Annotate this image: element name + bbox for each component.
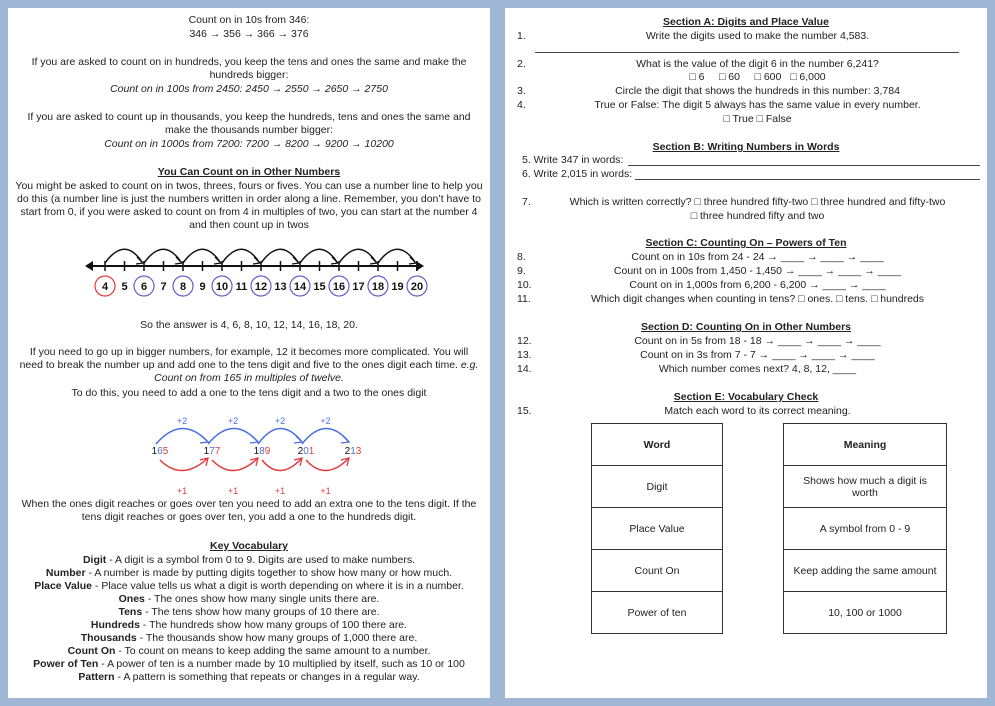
q1-text: Write the digits used to make the number 4,583. [645,30,870,42]
q3-text: Circle the digit that shows the hundreds in this number: 3,784 [615,85,900,97]
jump-arc [183,249,220,263]
q14-number: 14. [517,363,532,375]
number-line-label: 16 [332,281,346,293]
plus-one-label: +1 [274,486,286,494]
vocab-item [8,580,490,593]
q5-text: 5. Write 347 in words: [522,154,624,166]
right-page [505,8,987,698]
bigger-numbers-paragraph [18,346,480,385]
word-cell[interactable]: Count On [592,550,723,592]
number-line-label: 12 [254,281,268,293]
number-line-label: 19 [391,281,404,293]
number-line-label: 14 [293,281,307,293]
hundreds-paragraph: If you are asked to count on in hundreds, you keep the tens and ones the same and make the hundreds bigger: [31,56,467,81]
q15-text: Match each word to its correct meaning. [664,405,851,417]
vocab-term: Thousands [80,632,137,644]
q8-text: Count on in 10s from 24 - 24 → ____ → ____ → ____ [631,251,884,263]
number-line-label: 8 [179,281,187,293]
vocab-item [8,619,490,632]
vocab-definition: - To count on means to keep adding the same amount to a number. [115,645,431,657]
q4-options[interactable]: □ True □ False [723,113,792,125]
other-numbers-heading: You Can Count on in Other Numbers [157,166,341,178]
word-cell[interactable]: Place Value [592,508,723,550]
vocab-item [8,671,490,684]
q7-number: 7. [522,196,531,208]
number-line-label: 9 [199,281,206,293]
number-line-label: 15 [313,281,326,293]
section-b-heading: Section B: Writing Numbers in Words [652,141,840,153]
vocab-item [8,567,490,580]
vocab-item [8,645,490,658]
number-line-label: 11 [235,281,248,293]
q2-options[interactable]: □ 6 □ 60 □ 600 □ 6,000 [689,71,826,83]
thousands-sequence: Count on in 1000s from 7200: 7200 → 8200 → 9200 → 10200 [104,138,394,150]
q2-text: What is the value of the digit 6 in the number 6,241? [636,58,879,70]
hundreds-sequence: Count on in 100s from 2450: 2450 → 2550 → 2650 → 2750 [110,83,388,95]
q5-answer-line[interactable] [628,165,980,166]
answer-text: So the answer is 4, 6, 8, 10, 12, 14, 16, 18, 20. [140,319,358,331]
bigger-numbers-instruction: To do this, you need to add a one to the tens digit and a two to the ones digit [71,387,427,399]
q10-number: 10. [517,279,532,291]
vocab-term: Place Value [34,580,92,592]
q15-number: 15. [517,405,532,417]
plus-two-label: +2 [320,416,331,426]
vocab-term: Number [45,567,86,579]
jump-number: 177 [203,446,221,457]
q7-option-c[interactable]: □ three hundred fifty and two [690,210,825,222]
other-numbers-paragraph: You might be asked to count on in twos, threes, fours or fives. You can use a number line to help you do this (a number line is just the numbers written in order along a line. Remember, you don’t have to start from 0, if you were asked to count on from 4 in multiples of two, you can start at the number 4 and then count up in twos [15,180,483,231]
plus-one-label: +1 [176,486,188,494]
vocab-item [8,593,490,606]
q11-text[interactable]: Which digit changes when counting in tens? □ ones. □ tens. □ hundreds [590,293,925,305]
q4-text: True or False: The digit 5 always has the same value in every number. [594,99,921,111]
vocab-definition: - A pattern is something that repeats or changes in a regular way. [114,671,420,683]
q1-number: 1. [517,30,526,42]
section-e-heading: Section E: Vocabulary Check [673,391,819,403]
vocab-term: Count On [67,645,116,657]
q12-text: Count on in 5s from 18 - 18 → ____ → ____ → ____ [634,335,881,347]
word-cell[interactable]: Digit [592,466,723,508]
number-line-label: 4 [101,281,109,293]
number-line-diagram [8,240,490,304]
word-cell[interactable]: Power of ten [592,592,723,634]
vocab-term: Ones [118,593,145,605]
count10-title: Count on in 10s from 346: [188,14,310,26]
meaning-header: Meaning [784,424,947,466]
vocab-term: Hundreds [90,619,140,631]
thousands-paragraph: If you are asked to count up in thousands, you keep the hundreds, tens and ones the same and make the thousands number bigger: [27,111,471,136]
q7-text[interactable]: Which is written correctly? □ three hundred fifty-two □ three hundred and fifty-two [569,196,946,208]
plus-one-label: +1 [227,486,239,494]
q3-number: 3. [517,85,526,97]
number-line-label: 20 [410,281,424,293]
section-c-heading: Section C: Counting On – Powers of Ten [645,237,847,249]
meaning-cell[interactable]: Keep adding the same amount [784,550,947,592]
number-line-label: 10 [215,281,229,293]
vocab-definition: - A power of ten is a number made by 10 multiplied by itself, such as 10 or 100 [98,658,465,670]
plus-two-arc [156,428,208,444]
q13-number: 13. [517,349,532,361]
vocab-item [8,632,490,645]
number-line-label: 7 [160,281,167,293]
jump-number: 189 [253,446,271,457]
meaning-cell[interactable]: A symbol from 0 - 9 [784,508,947,550]
jump-arc [105,249,142,263]
meaning-cell[interactable]: 10, 100 or 1000 [784,592,947,634]
section-d-heading: Section D: Counting On in Other Numbers [641,321,851,333]
jump-arc [222,249,259,263]
jump-arc [261,249,298,263]
vocab-definition: - The hundreds show how many groups of 100 there are. [139,619,408,631]
q12-number: 12. [517,335,532,347]
jump-arc [144,249,181,263]
plus-two-arc [302,428,349,444]
plus-two-arc [258,428,302,444]
vocab-definition: - A digit is a symbol from 0 to 9. Digits are used to make numbers. [106,554,416,566]
q9-text: Count on in 100s from 1,450 - 1,450 → ____ → ____ → ____ [613,265,902,277]
plus-two-label: +2 [274,416,286,426]
q8-number: 8. [517,251,526,263]
q6-answer-line[interactable] [635,179,980,180]
vocab-definition: - The ones show how many single units there are. [144,593,380,605]
q10-text: Count on in 1,000s from 6,200 - 6,200 → ____ → ____ [629,279,886,291]
jump-number: 201 [297,446,315,457]
jump-number: 213 [344,446,362,457]
vocab-item [8,554,490,567]
q6-text: 6. Write 2,015 in words: [522,168,633,180]
jump-number: 165 [151,446,169,457]
plus-two-arc [208,428,258,444]
bigger-numbers-text: If you need to go up in bigger numbers, for example, 12 it becomes more complicated. You will need to break the number up and add one to the tens digit and five to the ones digit each time. [19,346,469,371]
number-line-label: 17 [352,281,365,293]
jump-arc [378,249,415,263]
vocab-definition: - The thousands show how many groups of 1,000 there are. [136,632,418,644]
left-page [8,8,490,698]
section-a-heading: Section A: Digits and Place Value [663,16,829,28]
q11-number: 11. [517,293,531,305]
plus-two-label: +2 [176,416,188,426]
q2-number: 2. [517,58,526,70]
word-header: Word [592,424,723,466]
ones-digit-paragraph: When the ones digit reaches or goes over ten you need to add an extra one to the tens digit. If the tens digit reaches or goes over ten, you add a one to the hundreds digit. [21,498,477,523]
vocab-heading: Key Vocabulary [209,540,288,552]
meaning-table [783,423,947,634]
jump-arc [339,249,376,263]
vocab-list [8,554,490,684]
jump-diagram [128,408,368,494]
q4-number: 4. [517,99,526,111]
meaning-cell[interactable]: Shows how much a digit is worth [784,466,947,508]
plus-one-label: +1 [320,486,331,494]
vocab-item [8,658,490,671]
vocab-item [8,606,490,619]
q14-text: Which number comes next? 4, 8, 12, ____ [658,363,857,375]
vocab-term: Pattern [78,671,115,683]
count10-sequence: 346 → 356 → 366 → 376 [189,28,309,40]
q9-number: 9. [517,265,526,277]
arrow-left-icon [85,261,93,271]
jump-arc [300,249,337,263]
vocab-term: Tens [118,606,143,618]
vocab-definition: - The tens show how many groups of 10 there are. [142,606,380,618]
vocab-definition: - Place value tells us what a digit is worth depending on where it is in a number. [92,580,464,592]
vocab-term: Power of Ten [33,658,99,670]
number-line-label: 18 [371,281,385,293]
number-line-label: 5 [121,281,128,293]
vocab-term: Digit [82,554,107,566]
q13-text: Count on in 3s from 7 - 7 → ____ → ____ → ____ [640,349,875,361]
number-line-label: 6 [140,281,148,293]
bigger-numbers-example: e.g. Count on from 165 in multiples of twelve. [154,359,479,384]
q1-answer-line[interactable] [535,52,959,53]
vocab-definition: - A number is made by putting digits together to show how many or how much. [85,567,453,579]
number-line-label: 13 [274,281,287,293]
plus-two-label: +2 [227,416,239,426]
word-table [591,423,723,634]
